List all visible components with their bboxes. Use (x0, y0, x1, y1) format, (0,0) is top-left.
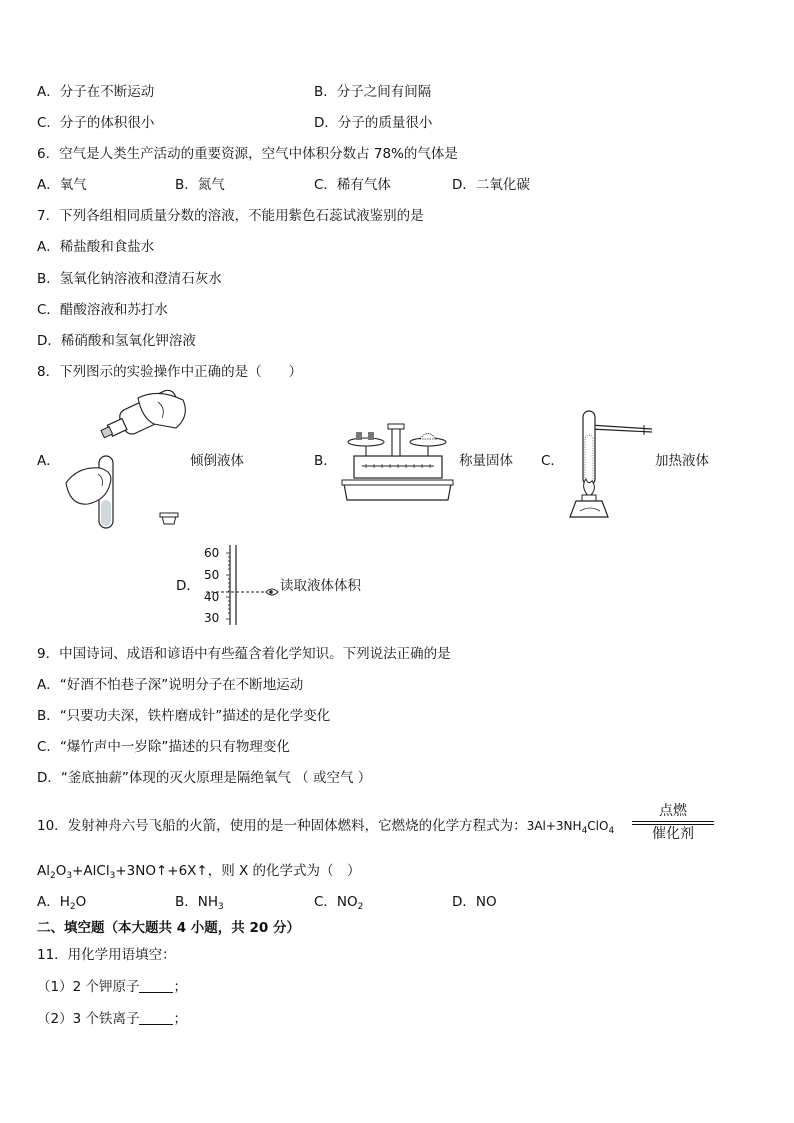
q10-option-c: C．$NO_2$ (314, 894, 364, 912)
q7-option-b: B．氢氧化钠溶液和澄清石灰水 (37, 271, 222, 287)
q7-option-d: D．稀硝酸和氢氧化钾溶液 (37, 333, 196, 349)
q8-d-letter: D． (176, 578, 200, 594)
heating-liquid-illustration (560, 405, 655, 520)
q8-stem: 8．下列图示的实验操作中正确的是（ ） (37, 364, 303, 380)
cylinder-tick-40: 40 (204, 590, 220, 604)
q11-item-1: （1）2 个钾原子 ； (37, 979, 187, 995)
balance-scale-illustration (340, 420, 455, 502)
q7-stem: 7．下列各组相同质量分数的溶液，不能用紫色石蕊试液鉴别的是 (37, 208, 424, 224)
q9-option-c: C．“爆竹声中一岁除”描述的只有物理变化 (37, 739, 290, 755)
q10-option-d: D．NO (452, 894, 497, 910)
q7-option-c: C．醋酸溶液和苏打水 (37, 302, 168, 318)
q10-reactants: $3Al+3NH_4ClO_4$ (526, 819, 615, 836)
cylinder-tick-30: 30 (204, 611, 220, 625)
q8-a-letter: A． (37, 453, 60, 469)
reaction-condition (632, 802, 714, 843)
q5-option-c: C．分子的体积很小 (37, 115, 155, 131)
condition-top: 点燃 (659, 803, 687, 819)
q6-option-b: B．氮气 (175, 177, 225, 193)
q6-option-a: A．氧气 (37, 177, 87, 193)
answer-blank-1[interactable] (139, 978, 173, 993)
q5-option-d: D．分子的质量很小 (314, 115, 433, 131)
q10-option-b: B．$NH_3$ (175, 894, 224, 912)
q9-stem: 9．中国诗词、成语和谚语中有些蕴含着化学知识。下列说法正确的是 (37, 646, 451, 662)
q9-option-b: B．“只要功夫深，铁杵磨成针”描述的是化学变化 (37, 708, 331, 724)
cylinder-tick-50: 50 (204, 568, 220, 582)
q8-c-caption: 加热液体 (655, 453, 709, 469)
q10-products: $Al_2O_3+AlCl_3+3NO↑+6X↑$，则 X 的化学式为（ ） (37, 863, 361, 881)
q10-stem (37, 817, 614, 840)
q9-option-d: D．“釜底抽薪”体现的灭火原理是隔绝氧气 （ 或空气 ） (37, 770, 372, 786)
q6-stem: 6．空气是人类生产活动的重要资源，空气中体积分数占 78%的气体是 (37, 146, 458, 162)
q11-item-2: （2）3 个铁离子 ； (37, 1011, 187, 1027)
q5-option-a: A．分子在不断运动 (37, 84, 155, 100)
q5-option-b: B．分子之间有间隔 (314, 84, 432, 100)
cylinder-tick-60: 60 (204, 546, 220, 560)
q10-option-a: A．$H_2O$ (37, 894, 87, 912)
q8-a-caption: 倾倒液体 (190, 453, 244, 469)
section-heading: 二、填空题（本大题共 4 小题，共 20 分） (37, 920, 300, 936)
q11-stem: 11．用化学用语填空： (37, 947, 176, 963)
q7-option-a: A．稀盐酸和食盐水 (37, 239, 155, 255)
answer-blank-2[interactable] (139, 1010, 173, 1025)
q8-b-letter: B． (314, 453, 337, 469)
q8-c-letter: C． (541, 453, 564, 469)
condition-bottom: 催化剂 (652, 826, 694, 842)
q6-option-d: D．二氧化碳 (452, 177, 530, 193)
reaction-arrow-line (632, 821, 714, 822)
q8-d-caption: 读取液体体积 (280, 578, 361, 594)
q9-option-a: A．“好酒不怕巷子深”说明分子在不断地运动 (37, 677, 304, 693)
pouring-liquid-illustration (58, 388, 193, 533)
q6-option-c: C．稀有气体 (314, 177, 391, 193)
q8-b-caption: 称量固体 (459, 453, 513, 469)
q10-stem-text: 10．发射神舟六号飞船的火箭，使用的是一种固体燃料，它燃烧的化学方程式为： (37, 818, 527, 834)
